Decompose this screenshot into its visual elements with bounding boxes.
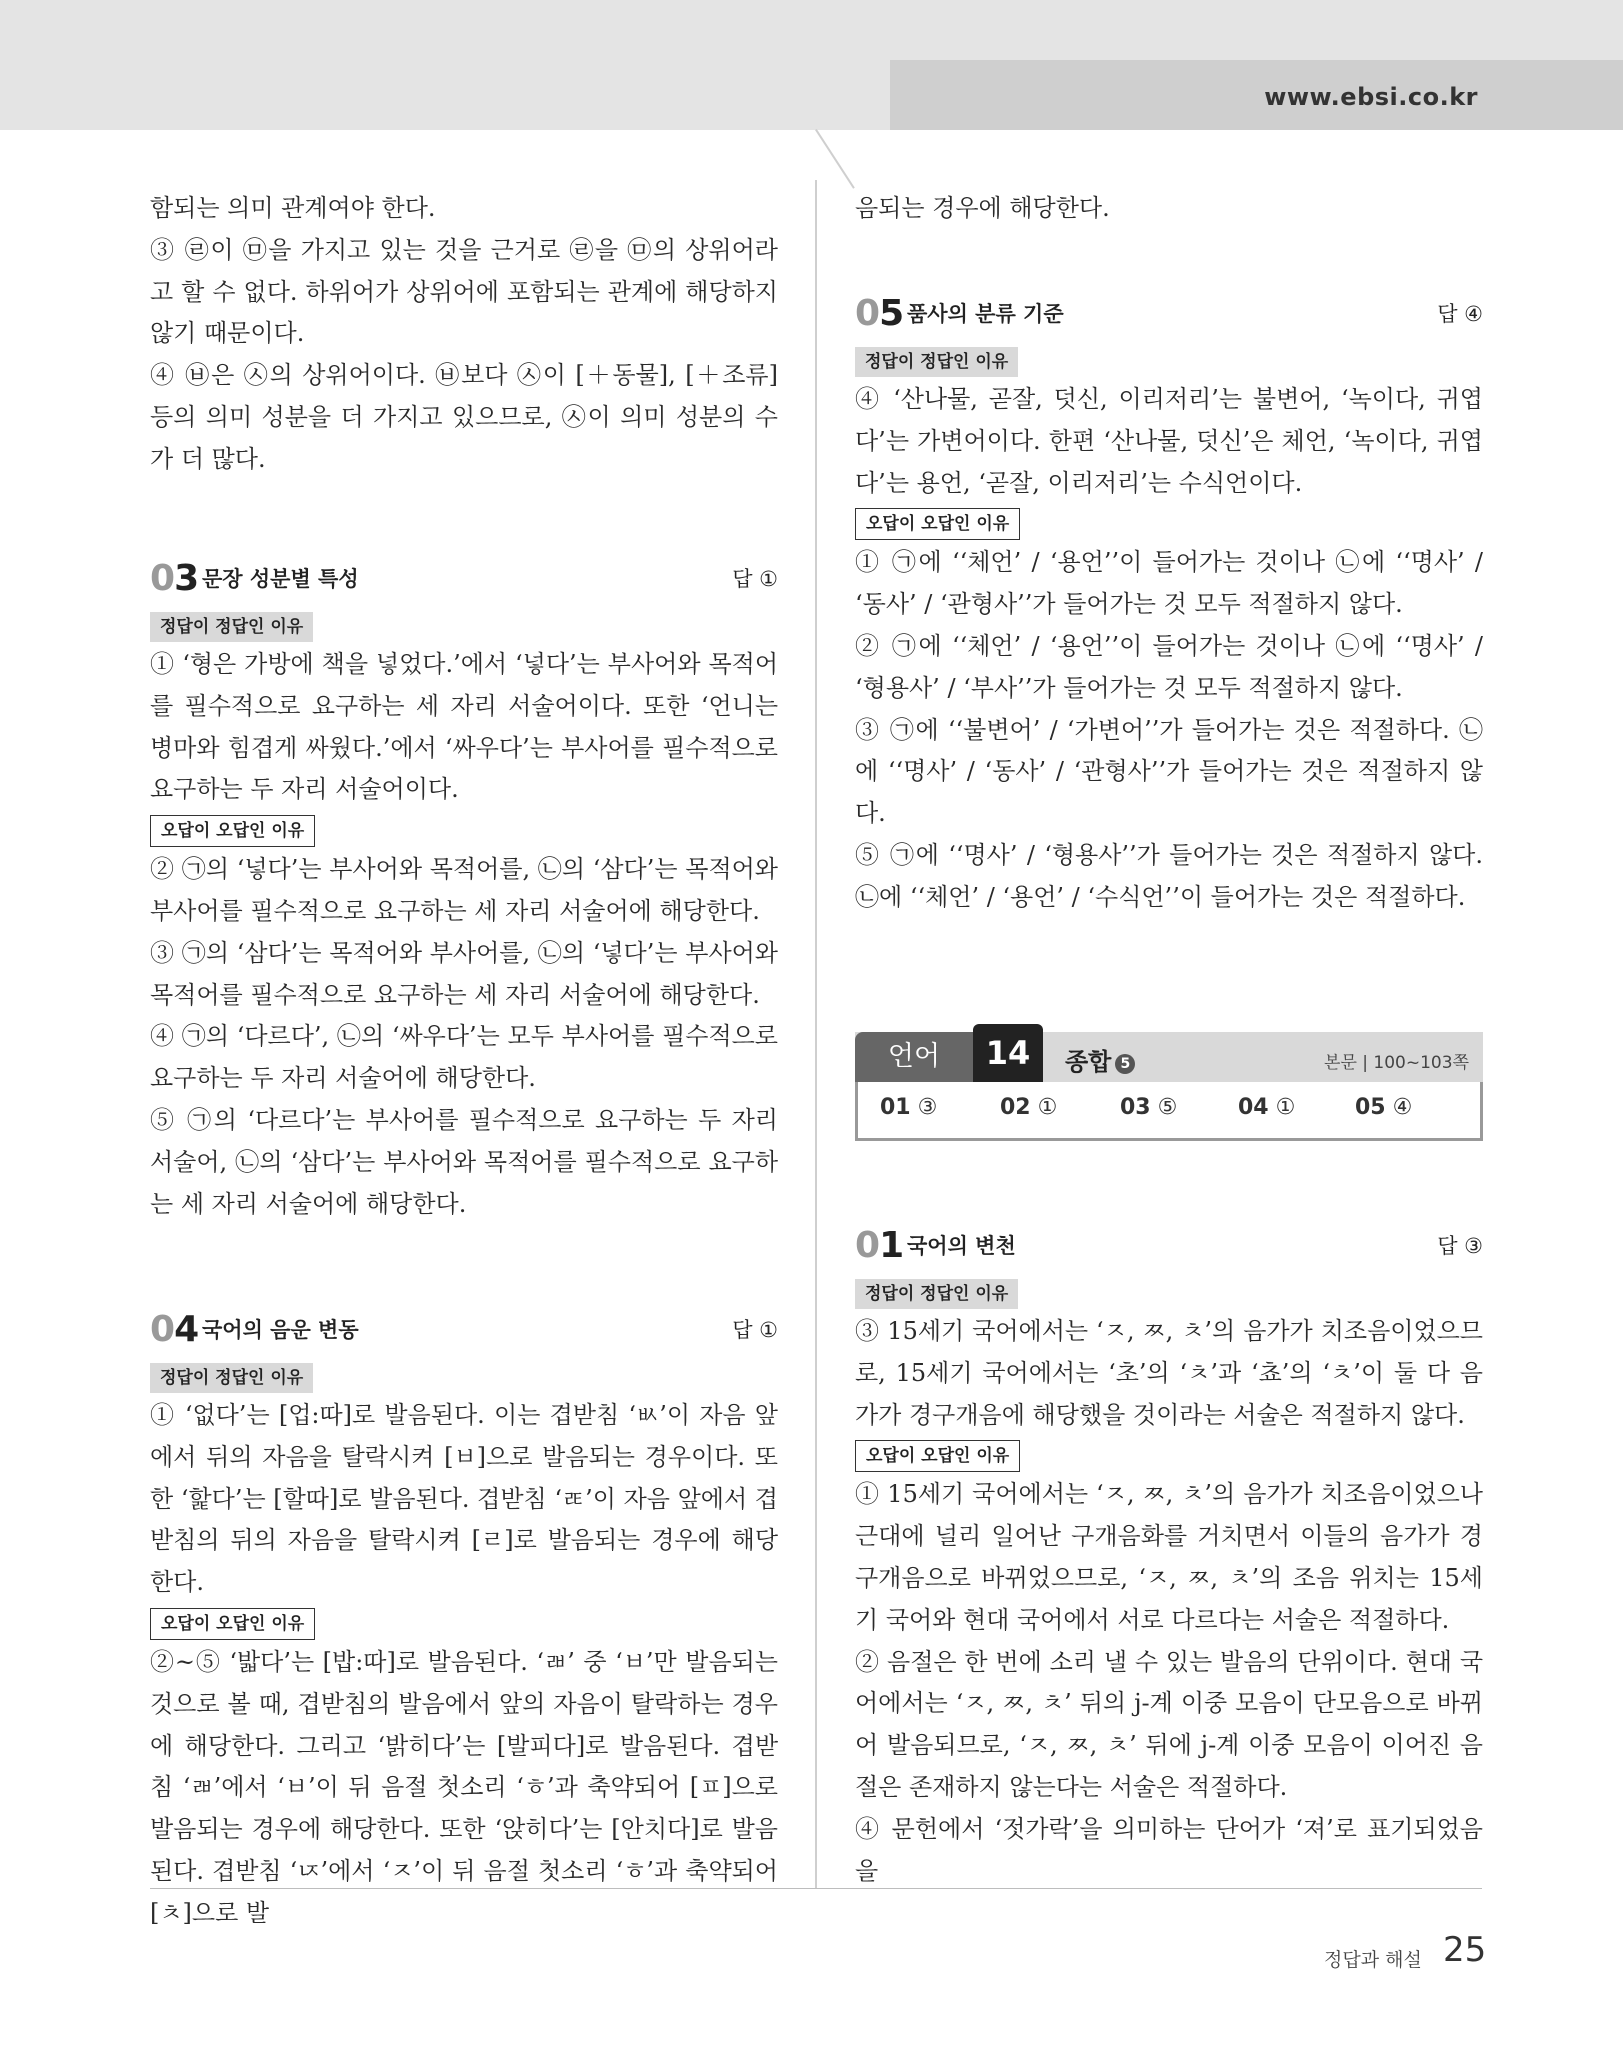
- left-top-text: [150, 188, 778, 481]
- correct-reason-label: 정답이 정답인 이유: [150, 612, 313, 642]
- section-answer: 답 ③: [1437, 1234, 1483, 1258]
- wrong-reason-text: ③ ㉠의 ‘삼다’는 목적어와 부사어를, ㉡의 ‘넣다’는 부사어와 목적어를 필수적으로 요구하는 세 자리 서술어에 해당한다.: [150, 938, 778, 1009]
- correct-reason-label: 정답이 정답인 이유: [855, 347, 1018, 377]
- wrong-reason-text: ① ㉠에 ‘‘체언’ / ‘용언’’이 들어가는 것이나 ㉡에 ‘‘명사’ / ‘동사’ / ‘관형사’’가 들어가는 것 모두 적절하지 않다.: [855, 548, 1483, 619]
- left-para-1: 함되는 의미 관계여야 한다.: [150, 194, 436, 222]
- section-01-body: [855, 1275, 1483, 1892]
- correct-reason-text: ① ‘형은 가방에 책을 넣었다.’에서 ‘넣다’는 부사어와 목적어를 필수적으로 요구하는 세 자리 서술어이다. 또한 ‘언니는 병마와 힘겹게 싸웠다.’에서 ‘싸우다’는 부사어를 필수적으로 요구하는 두 자리 서술어이다.: [150, 650, 778, 804]
- section-01-heading: [855, 1222, 1483, 1266]
- footer-label: 정답과 해설: [1324, 1949, 1422, 1971]
- section-number: 04: [150, 1309, 199, 1350]
- section-number: 01: [855, 1225, 904, 1266]
- wrong-reason-label: 오답이 오답인 이유: [855, 508, 1020, 540]
- wrong-reason-text: ⑤ ㉠의 ‘다르다’는 부사어를 필수적으로 요구하는 두 자리 서술어, ㉡의 ‘삼다’는 부사어와 목적어를 필수적으로 요구하는 세 자리 서술어에 해당한다.: [150, 1105, 778, 1218]
- unit-answer-list: [855, 1082, 1483, 1141]
- section-04-heading: [150, 1306, 778, 1350]
- answer-item: 05 ④: [1355, 1095, 1413, 1120]
- section-04-body: [150, 1359, 778, 1935]
- wrong-reason-text: ② ㉠의 ‘넣다’는 부사어와 목적어를, ㉡의 ‘삼다’는 목적어와 부사어를 필수적으로 요구하는 세 자리 서술어에 해당한다.: [150, 855, 778, 925]
- right-para-1: 음되는 경우에 해당한다.: [855, 194, 1110, 222]
- wrong-reason-label: 오답이 오답인 이유: [150, 815, 315, 847]
- header-tab: [890, 60, 1623, 130]
- page-number: 25: [1443, 1930, 1487, 1970]
- left-para-2: ③ ㉣이 ㉤을 가지고 있는 것을 근거로 ㉣을 ㉤의 상위어라고 할 수 없다. 하위어가 상위어에 포함되는 관계에 해당하지 않기 때문이다.: [150, 235, 778, 348]
- section-03-body: [150, 608, 778, 1225]
- wrong-reason-text: ④ 문헌에서 ‘젓가락’을 의미하는 단어가 ‘져’로 표기되었음을: [855, 1814, 1483, 1885]
- wrong-reason-text: ③ ㉠에 ‘‘불변어’ / ‘가변어’’가 들어가는 것은 적절하다. ㉡에 ‘‘명사’ / ‘동사’ / ‘관형사’’가 들어가는 것은 적절하지 않다.: [855, 715, 1483, 828]
- column-divider: [815, 180, 817, 1888]
- unit-subject: 언어: [855, 1032, 973, 1082]
- right-top-text: [855, 188, 1483, 230]
- wrong-reason-label: 오답이 오답인 이유: [855, 1440, 1020, 1472]
- section-number: 05: [855, 293, 904, 334]
- answer-item: 01 ③: [880, 1095, 938, 1120]
- unit-name: 종합 5: [1065, 1042, 1135, 1077]
- section-answer: 답 ④: [1437, 302, 1483, 326]
- wrong-reason-text: ⑤ ㉠에 ‘‘명사’ / ‘형용사’’가 들어가는 것은 적절하지 않다. ㉡에 ‘‘체언’ / ‘용언’ / ‘수식언’’이 들어가는 것은 적절하다.: [855, 840, 1483, 911]
- section-answer: 답 ①: [732, 1318, 778, 1342]
- wrong-reason-text: ① 15세기 국어에서는 ‘ㅈ, ㅉ, ㅊ’의 음가가 치조음이었으나 근대에 널리 일어난 구개음화를 거치면서 이들의 음가가 경구개음으로 바뀌었으므로, ‘ㅈ, ㅉ, ㅊ’의 조음 위치는 15세기 국어와 현대 국어에서 서로 다르다는 서술은 적절하다.: [855, 1480, 1483, 1634]
- correct-reason-text: ④ ‘산나물, 곧잘, 덧신, 이리저리’는 불변어, ‘녹이다, 귀엽다’는 가변어이다. 한편 ‘산나물, 덧신’은 체언, ‘녹이다, 귀엽다’는 용언, ‘곧잘, 이리저리’는 수식언이다.: [855, 385, 1483, 497]
- section-05-heading: [855, 290, 1483, 334]
- unit-page-range: 본문 | 100~103쪽: [1324, 1053, 1469, 1073]
- section-number: 03: [150, 558, 199, 599]
- wrong-reason-text: ②~⑤ ‘밟다’는 [밥:따]로 발음된다. ‘ㄼ’ 중 ‘ㅂ’만 발음되는 것으로 볼 때, 겹받침의 발음에서 앞의 자음이 탈락하는 경우에 해당한다. 그리고 ‘밝히다’는 [발피다]로 발음된다. 겹받침 ‘ㄼ’에서 ‘ㅂ’이 뒤 음절 첫소리 ‘ㅎ’과 축약되어 [ㅍ]으로 발음되는 경우에 해당한다. 또한 ‘앉히다’는 [안치다]로 발음된다. 겹받침 ‘ㄵ’에서 ‘ㅈ’이 뒤 음절 첫소리 ‘ㅎ’과 축약되어 [ㅊ]으로 발: [150, 1647, 778, 1927]
- correct-reason-text: ③ 15세기 국어에서는 ‘ㅈ, ㅉ, ㅊ’의 음가가 치조음이었으므로, 15세기 국어에서는 ‘초’의 ‘ㅊ’과 ‘쵸’의 ‘ㅊ’이 둘 다 음가가 경구개음에 해당했을 것이라는 서술은 적절하지 않다.: [855, 1317, 1483, 1429]
- answer-item: 04 ①: [1238, 1095, 1296, 1120]
- wrong-reason-text: ④ ㉠의 ‘다르다’, ㉡의 ‘싸우다’는 모두 부사어를 필수적으로 요구하는 두 자리 서술어에 해당한다.: [150, 1022, 778, 1093]
- correct-reason-label: 정답이 정답인 이유: [150, 1363, 313, 1393]
- unit-number: 14: [973, 1024, 1043, 1082]
- section-05-body: [855, 343, 1483, 919]
- column-divider-diagonal: [815, 129, 855, 189]
- unit-level-badge: 5: [1115, 1054, 1135, 1074]
- section-answer: 답 ①: [732, 567, 778, 591]
- correct-reason-text: ① ‘없다’는 [업:따]로 발음된다. 이는 겹받침 ‘ㅄ’이 자음 앞에서 뒤의 자음을 탈락시켜 [ㅂ]으로 발음되는 경우이다. 또한 ‘핥다’는 [할따]로 발음된다. 겹받침 ‘ㄾ’이 자음 앞에서 겹받침의 뒤의 자음을 탈락시켜 [ㄹ]로 발음되는 경우에 해당한다.: [150, 1401, 778, 1597]
- section-title: 국어의 음운 변동: [202, 1318, 359, 1342]
- site-url[interactable]: www.ebsi.co.kr: [1264, 83, 1478, 111]
- section-title: 문장 성분별 특성: [202, 567, 359, 591]
- wrong-reason-label: 오답이 오답인 이유: [150, 1608, 315, 1640]
- section-title: 국어의 변천: [907, 1234, 1016, 1258]
- correct-reason-label: 정답이 정답인 이유: [855, 1279, 1018, 1309]
- unit-answer-box: [855, 1032, 1483, 1148]
- answer-item: 02 ①: [1000, 1095, 1058, 1120]
- answer-item: 03 ⑤: [1120, 1095, 1178, 1120]
- wrong-reason-text: ② ㉠에 ‘‘체언’ / ‘용언’’이 들어가는 것이나 ㉡에 ‘‘명사’ / ‘형용사’ / ‘부사’’가 들어가는 것 모두 적절하지 않다.: [855, 631, 1483, 702]
- section-title: 품사의 분류 기준: [907, 302, 1064, 326]
- wrong-reason-text: ② 음절은 한 번에 소리 낼 수 있는 발음의 단위이다. 현대 국어에서는 ‘ㅈ, ㅉ, ㅊ’ 뒤의 j-계 이중 모음이 단모음으로 바뀌어 발음되므로, ‘ㅈ, ㅉ, ㅊ’ 뒤에 j-계 이중 모음이 이어진 음절은 존재하지 않는다는 서술은 적절하다.: [855, 1647, 1483, 1801]
- left-para-3: ④ ㉥은 ㉦의 상위어이다. ㉥보다 ㉦이 [＋동물], [＋조류] 등의 의미 성분을 더 가지고 있으므로, ㉦이 의미 성분의 수가 더 많다.: [150, 361, 778, 473]
- section-03-heading: [150, 555, 778, 599]
